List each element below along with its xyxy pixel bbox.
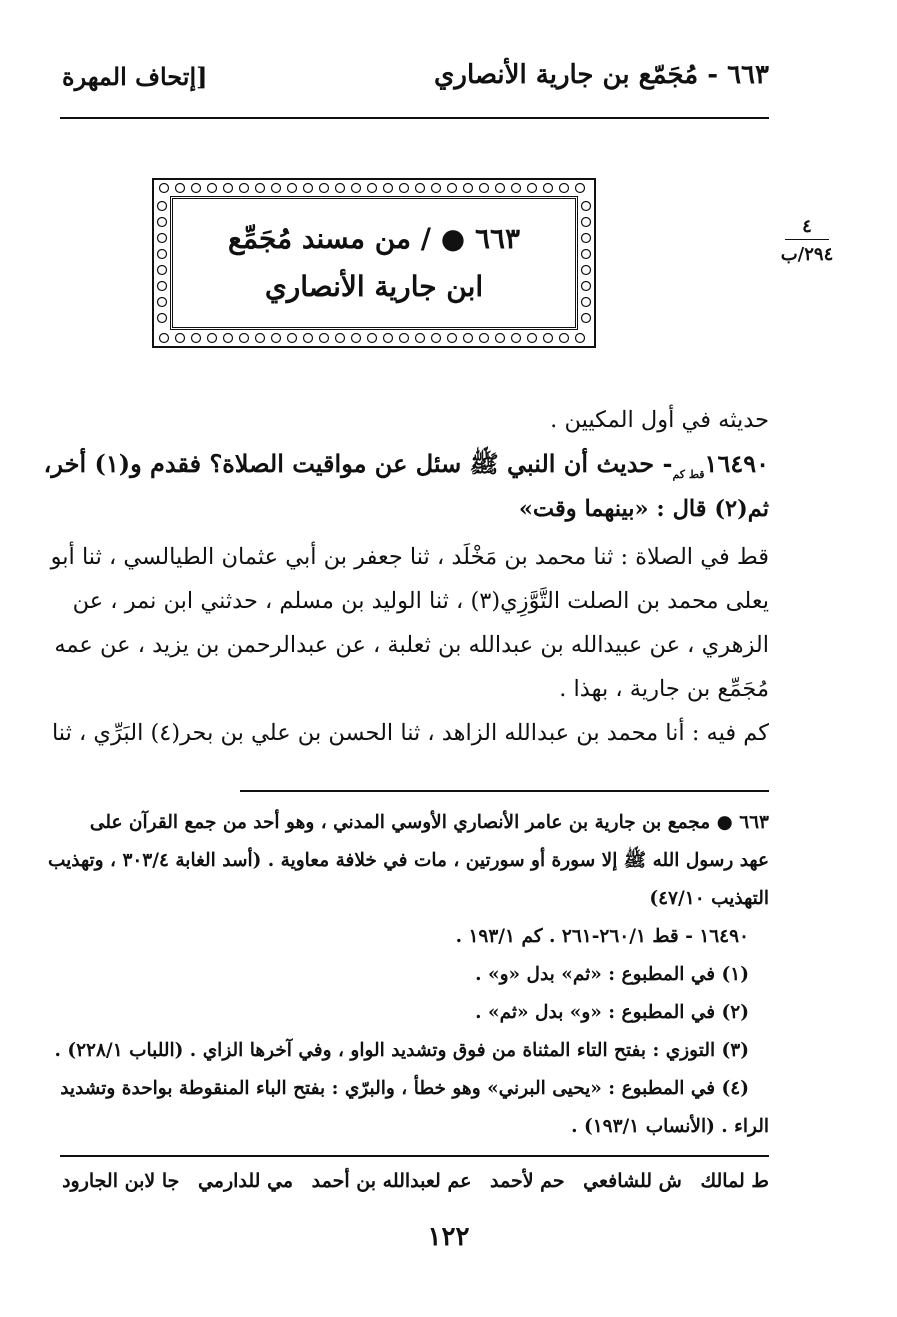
section-title-line1: ٦٦٣ ● / من مسند مُجَمِّع xyxy=(227,222,521,255)
isnad-line: الزهري ، عن عبيدالله بن عبدالله بن ثعلبة ، عن عبدالرحمن بن يزيد ، عن عمه xyxy=(54,631,769,658)
reference-line: ١٦٤٩٠ - قط ٢٦٠/١-٢٦١ . كم ١٩٣/١ . xyxy=(455,926,749,947)
margin-note xyxy=(777,216,837,265)
footnotes xyxy=(47,804,769,1146)
hadith-sigla: قط كم xyxy=(672,467,705,481)
abbrev-item: ط لمالك xyxy=(700,1170,769,1192)
margin-note-folio: ٢٩٤/ب xyxy=(780,244,834,265)
isnad-line: يعلى محمد بن الصلت التَّوَّزِي(٣) ، ثنا الوليد بن مسلم ، حدثني ابن نمر ، عن xyxy=(72,587,769,614)
abbrev-item: جا لابن الجارود xyxy=(62,1170,180,1192)
isnad-line: مُجَمِّع بن جارية ، بهذا . xyxy=(559,675,769,702)
hadith-text-line1: - حديث أن النبي ﷺ سئل عن مواقيت الصلاة؟ فقدم و(١) أخر، xyxy=(43,449,673,478)
margin-note-number: ٤ xyxy=(785,216,829,240)
section-title-line2: ابن جارية الأنصاري xyxy=(264,270,484,303)
title-box-inner xyxy=(170,196,578,330)
abbrev-rule xyxy=(60,1155,769,1157)
isnad-paragraph xyxy=(50,535,769,711)
main-text xyxy=(43,398,769,755)
abbrev-item: مي للدارمي xyxy=(197,1170,294,1192)
footnote-2: (٢) في المطبوع : «و» بدل «ثم» . xyxy=(475,1002,749,1023)
footnote-1: (١) في المطبوع : «ثم» بدل «و» . xyxy=(475,964,749,985)
bio-line: التهذيب ٤٧/١٠) xyxy=(649,888,769,909)
footnote-4-cont: الراء . (الأنساب ١٩٣/١) . xyxy=(571,1116,769,1137)
footnote-4: (٤) في المطبوع : «يحيى البرني» وهو خطأ ، والبرّي : بفتح الباء المنقوطة بواحدة وتشديد xyxy=(60,1078,749,1099)
page-number: ١٢٢ xyxy=(427,1222,470,1252)
footnote-3: (٣) التوزي : بفتح التاء المثناة من فوق وتشديد الواو ، وفي آخرها الزاي . (اللباب ٢٢٨/١) . xyxy=(54,1040,749,1061)
running-header-book: [إتحاف المهرة xyxy=(62,62,208,91)
bio-line: ٦٦٣ ● مجمع بن جارية بن عامر الأنصاري الأوسي المدني ، وهو أحد من جمع القرآن على xyxy=(89,812,769,833)
isnad-line: قط في الصلاة : ثنا محمد بن مَخْلَد ، ثنا جعفر بن أبي عثمان الطيالسي ، ثنا أبو xyxy=(50,543,769,570)
bio-line: عهد رسول الله ﷺ إلا سورة أو سورتين ، مات في خلافة معاوية . (أسد الغابة ٣٠٣/٤ ، وتهذيب xyxy=(47,850,769,871)
header-rule xyxy=(60,117,769,119)
abbrev-item: ش للشافعي xyxy=(583,1170,682,1192)
abbrev-item: حم لأحمد xyxy=(490,1170,565,1192)
hadith-number: ١٦٤٩٠ xyxy=(704,449,769,478)
hadith-text-line2: ثم(٢) قال : «بينهما وقت» xyxy=(518,495,769,522)
running-header-chapter: ٦٦٣ - مُجَمّع بن جارية الأنصاري xyxy=(434,60,769,90)
abbreviation-key xyxy=(62,1170,769,1192)
ornamental-title-frame xyxy=(152,178,596,348)
footnote-rule xyxy=(240,790,769,792)
intro-line: حديثه في أول المكيين . xyxy=(550,407,769,433)
abbrev-item: عم لعبدالله بن أحمد xyxy=(311,1170,472,1192)
second-isnad-line: كم فيه : أنا محمد بن عبدالله الزاهد ، ثنا الحسن بن علي بن بحر(٤) البَرِّي ، ثنا xyxy=(51,719,769,746)
